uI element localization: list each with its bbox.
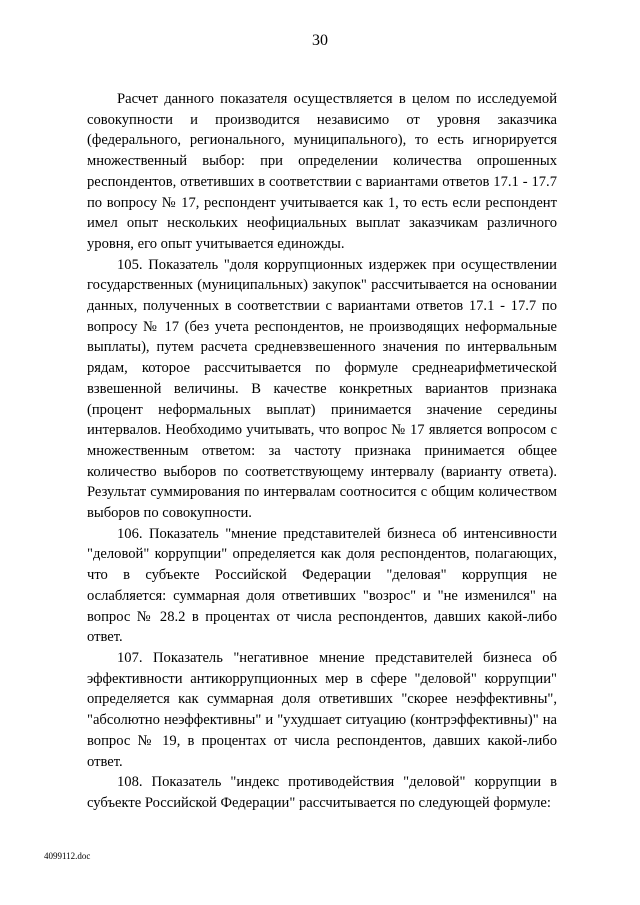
document-body bbox=[87, 89, 557, 814]
paragraph-105: 105. Показатель "доля коррупционных издержек при осуществлении государственных (муниципальных) закупок" рассчитывается на основании данных, полученных в соответствии с вариантами ответов 17.1 - 17.7 по вопросу № 17 (без учета респондентов, не производящих неформальные выплаты), путем расчета средневзвешенного значения по интервальным рядам, которое рассчитывается по формуле среднеарифметической взвешенной величины. В качестве конкретных вариантов признака (процент неформальных выплат) принимается значение середины интервалов. Необходимо учитывать, что вопрос № 17 является вопросом с множественным ответом: за частоту признака принимается общее количество выборов по соответствующему интервалу (варианту ответа). Результат суммирования по интервалам соотносится с общим количеством выборов по совокупности. bbox=[87, 256, 557, 522]
paragraph-108: 108. Показатель "индекс противодействия "деловой" коррупции в субъекте Российской Федерации" рассчитывается по следующей формуле: bbox=[87, 774, 557, 811]
page-number: 30 bbox=[312, 32, 328, 49]
document-filename: 4099112.doc bbox=[44, 851, 91, 861]
paragraph-107: 107. Показатель "негативное мнение представителей бизнеса об эффективности антикоррупционных мер в сфере "деловой" коррупции" определяется как суммарная доля ответивших "скорее неэффективны", "абсолютно неэффективны" и "ухудшает ситуацию (контрэффективны)" на вопрос № 19, в процентах от числа респондентов, давших какой-либо ответ. bbox=[87, 649, 557, 770]
paragraph-106: 106. Показатель "мнение представителей бизнеса об интенсивности "деловой" коррупции" определяется как доля респондентов, полагающих, что в субъекте Российской Федерации "деловая" коррупция не ослабляется: суммарная доля ответивших "возрос" и "не изменился" на вопрос № 28.2 в процентах от числа респондентов, давших какой-либо ответ. bbox=[87, 525, 557, 646]
paragraph-intro: Расчет данного показателя осуществляется в целом по исследуемой совокупности и производится независимо от уровня заказчика (федерального, регионального, муниципального), то есть игнорируется множественный выбор: при определении количества опрошенных респондентов, ответивших в соответствии с вариантами ответов 17.1 - 17.7 по вопросу № 17, респондент учитывается как 1, то есть если респондент имел опыт нескольких неофициальных выплат заказчикам различного уровня, его опыт учитывается единожды. bbox=[87, 91, 557, 252]
